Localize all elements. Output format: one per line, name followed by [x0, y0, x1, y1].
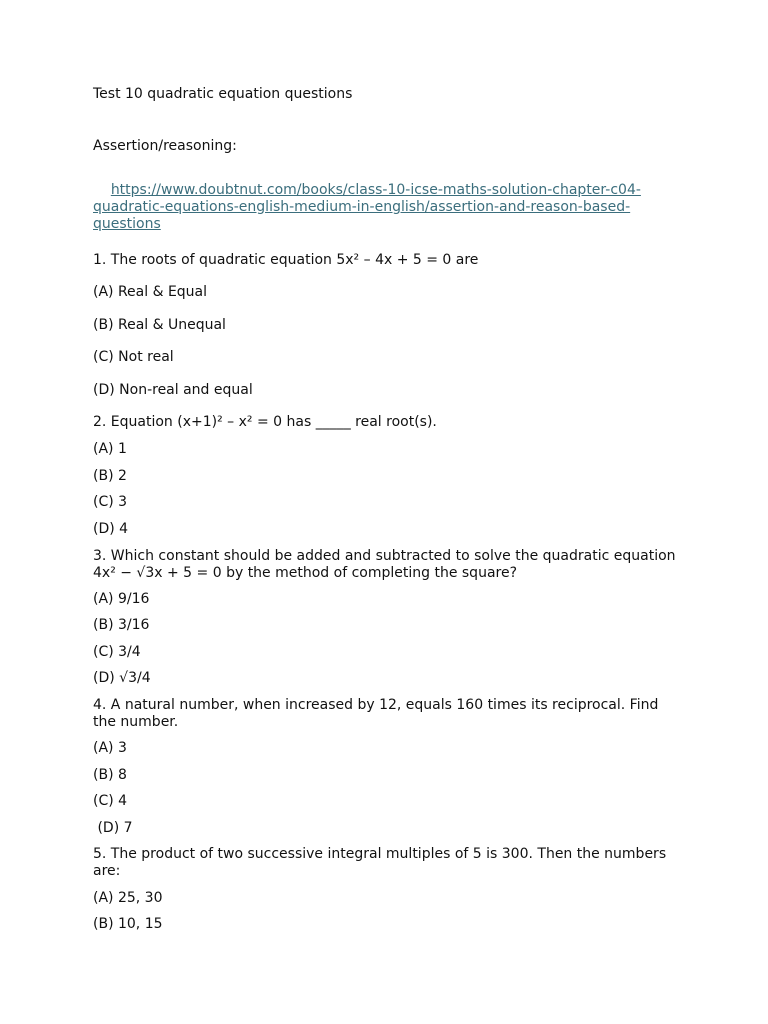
question-3-option-c: (C) 3/4: [93, 644, 141, 660]
question-4-option-c: (C) 4: [93, 793, 128, 809]
question-2-option-d: (D) 4: [93, 521, 129, 537]
question-2-text: 2. Equation (x+1)² – x² = 0 has _____ real root(s).: [93, 414, 437, 430]
reference-link[interactable]: https://www.doubtnut.com/books/class-10-icse-maths-solution-chapter-c04-quadratic-equations-english-medium-in-english/assertion-and-reason-based-questions: [93, 182, 641, 232]
document-title: Test 10 quadratic equation questions: [93, 86, 353, 102]
question-3-text: 3. Which constant should be added and subtracted to solve the quadratic equation 4x² − √3x + 5 = 0 by the method of completing the square?: [93, 548, 680, 581]
question-4-option-a: (A) 3: [93, 740, 127, 756]
question-4-option-d: (D) 7: [93, 820, 133, 836]
question-3-option-a: (A) 9/16: [93, 591, 150, 607]
question-5-text: 5. The product of two successive integral multiples of 5 is 300. Then the numbers are:: [93, 846, 671, 879]
section-label: Assertion/reasoning:: [93, 138, 237, 154]
question-1-text: 1. The roots of quadratic equation 5x² – 4x + 5 = 0 are: [93, 252, 479, 268]
question-3-option-b: (B) 3/16: [93, 617, 150, 633]
question-3-option-d: (D) √3/4: [93, 670, 151, 686]
question-5-option-b: (B) 10, 15: [93, 916, 163, 932]
question-2-option-c: (C) 3: [93, 494, 128, 510]
document-page: [93, 0, 683, 1024]
question-2-option-b: (B) 2: [93, 468, 127, 484]
question-1-option-c: (C) Not real: [93, 349, 174, 365]
question-5-option-a: (A) 25, 30: [93, 890, 163, 906]
question-4-text: 4. A natural number, when increased by 12, equals 160 times its reciprocal. Find the number.: [93, 697, 663, 730]
reference-link-wrapper: [93, 165, 683, 250]
question-1-option-b: (B) Real & Unequal: [93, 317, 226, 333]
question-2-option-a: (A) 1: [93, 441, 127, 457]
question-1-option-d: (D) Non-real and equal: [93, 382, 253, 398]
question-4-option-b: (B) 8: [93, 767, 127, 783]
question-1-option-a: (A) Real & Equal: [93, 284, 208, 300]
